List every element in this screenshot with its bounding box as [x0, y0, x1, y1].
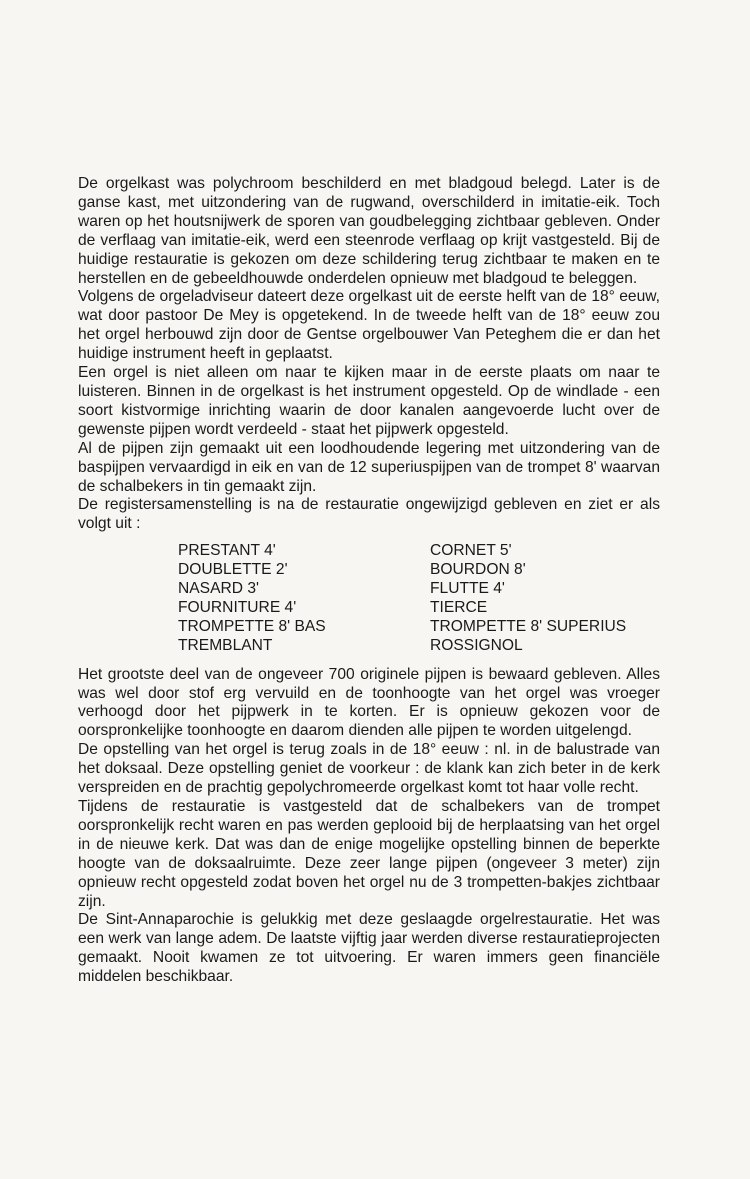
paragraph-pipes: Al de pijpen zijn gemaakt uit een loodhoudende legering met uitzondering van de baspijpen vervaardigd in eik en van de 12 superiuspijpen van de trompet 8' waarvan de schalbekers in tin gemaakt zijn. [78, 439, 660, 495]
register-item: PRESTANT 4' [178, 542, 276, 560]
register-item: DOUBLETTE 2' [178, 561, 288, 579]
register-item: TROMPETTE 8' BAS [178, 617, 326, 635]
paragraph-conclusion: De Sint-Annaparochie is gelukkig met deze geslaagde orgelrestauratie. Het was een werk van lange adem. De laatste vijftig jaar werden diverse restauratieprojecten gemaakt. Nooit kwamen ze tot uitvoering. Er waren immers geen financiële middelen beschikbaar. [78, 911, 660, 986]
paragraph-pipe-count: Het grootste deel van de ongeveer 700 originele pijpen is bewaard gebleven. Alles was wel door stof erg vervuild en de toonhoogte van het orgel was vroeger verhoogd door het pijpwerk in te korten. Er is opnieuw gekozen voor de oorspronkelijke toonhoogte en daarom dienden alle pijpen te worden uitgelengd. [78, 665, 660, 740]
register-list [178, 542, 660, 655]
register-item: TROMPETTE 8' SUPERIUS [430, 617, 627, 635]
paragraph-instrument: Een orgel is niet alleen om naar te kijken maar in de eerste plaats om naar te luisteren. Binnen in de orgelkast is het instrument opgesteld. Op de windlade - een soort kistvormige inrichting waarin de door kanalen aangevoerde lucht over de gewenste pijpen wordt verdeeld - staat het pijpwerk opgesteld. [78, 364, 660, 438]
paragraph-placement: De opstelling van het orgel is terug zoals in de 18° eeuw : nl. in de balustrade van het doksaal. Deze opstelling geniet de voorkeur : de klank kan zich beter in de kerk verspreiden en de prachtig gepolychromeerde orgelkast komt tot haar volle recht. [78, 741, 660, 797]
register-item: FLUTTE 4' [430, 580, 505, 598]
register-item: BOURDON 8' [430, 561, 526, 579]
register-item: CORNET 5' [430, 542, 512, 560]
register-item: FOURNITURE 4' [178, 598, 297, 616]
paragraph-gilding: De orgelkast was polychroom beschilderd en met bladgoud belegd. Later is de ganse kast, met uitzondering van de rugwand, overschilderd in imitatie-eik. Toch waren op het houtsnijwerk de sporen van goudbelegging zichtbaar gebleven. Onder de verflaag van imitatie-eik, werd een steenrode verflaag op krijt vastgesteld. Bij de huidige restauratie is gekozen om deze schildering terug zichtbaar te maken en te herstellen en de gebeeldhouwde onderdelen opnieuw met bladgoud te beleggen. [78, 175, 660, 287]
register-item: NASARD 3' [178, 580, 259, 598]
paragraph-registers-intro: De registersamenstelling is na de restauratie ongewijzigd gebleven en ziet er als volgt uit : [78, 496, 660, 533]
register-item: TREMBLANT [178, 636, 273, 654]
paragraph-dating: Volgens de orgeladviseur dateert deze orgelkast uit de eerste helft van de 18° eeuw, wat door pastoor De Mey is opgetekend. In de tweede helft van de 18° eeuw zou het orgel herbouwd zijn door de Gentse orgelbouwer Van Peteghem die er dan het huidige instrument heeft in geplaatst. [78, 288, 660, 363]
register-item: ROSSIGNOL [430, 636, 523, 654]
register-item: TIERCE [430, 598, 488, 616]
body-text [78, 175, 660, 987]
paragraph-trumpet: Tijdens de restauratie is vastgesteld dat de schalbekers van de trompet oorspronkelijk recht waren en pas werden geplooid bij de herplaatsing van het orgel in de nieuwe kerk. Dat was dan de enige mogelijke opstelling binnen de beperkte hoogte van de doksaalruimte. Deze zeer lange pijpen (ongeveer 3 meter) zijn opnieuw recht opgesteld zodat boven het orgel nu de 3 trompetten-bakjes zichtbaar zijn. [78, 798, 660, 910]
